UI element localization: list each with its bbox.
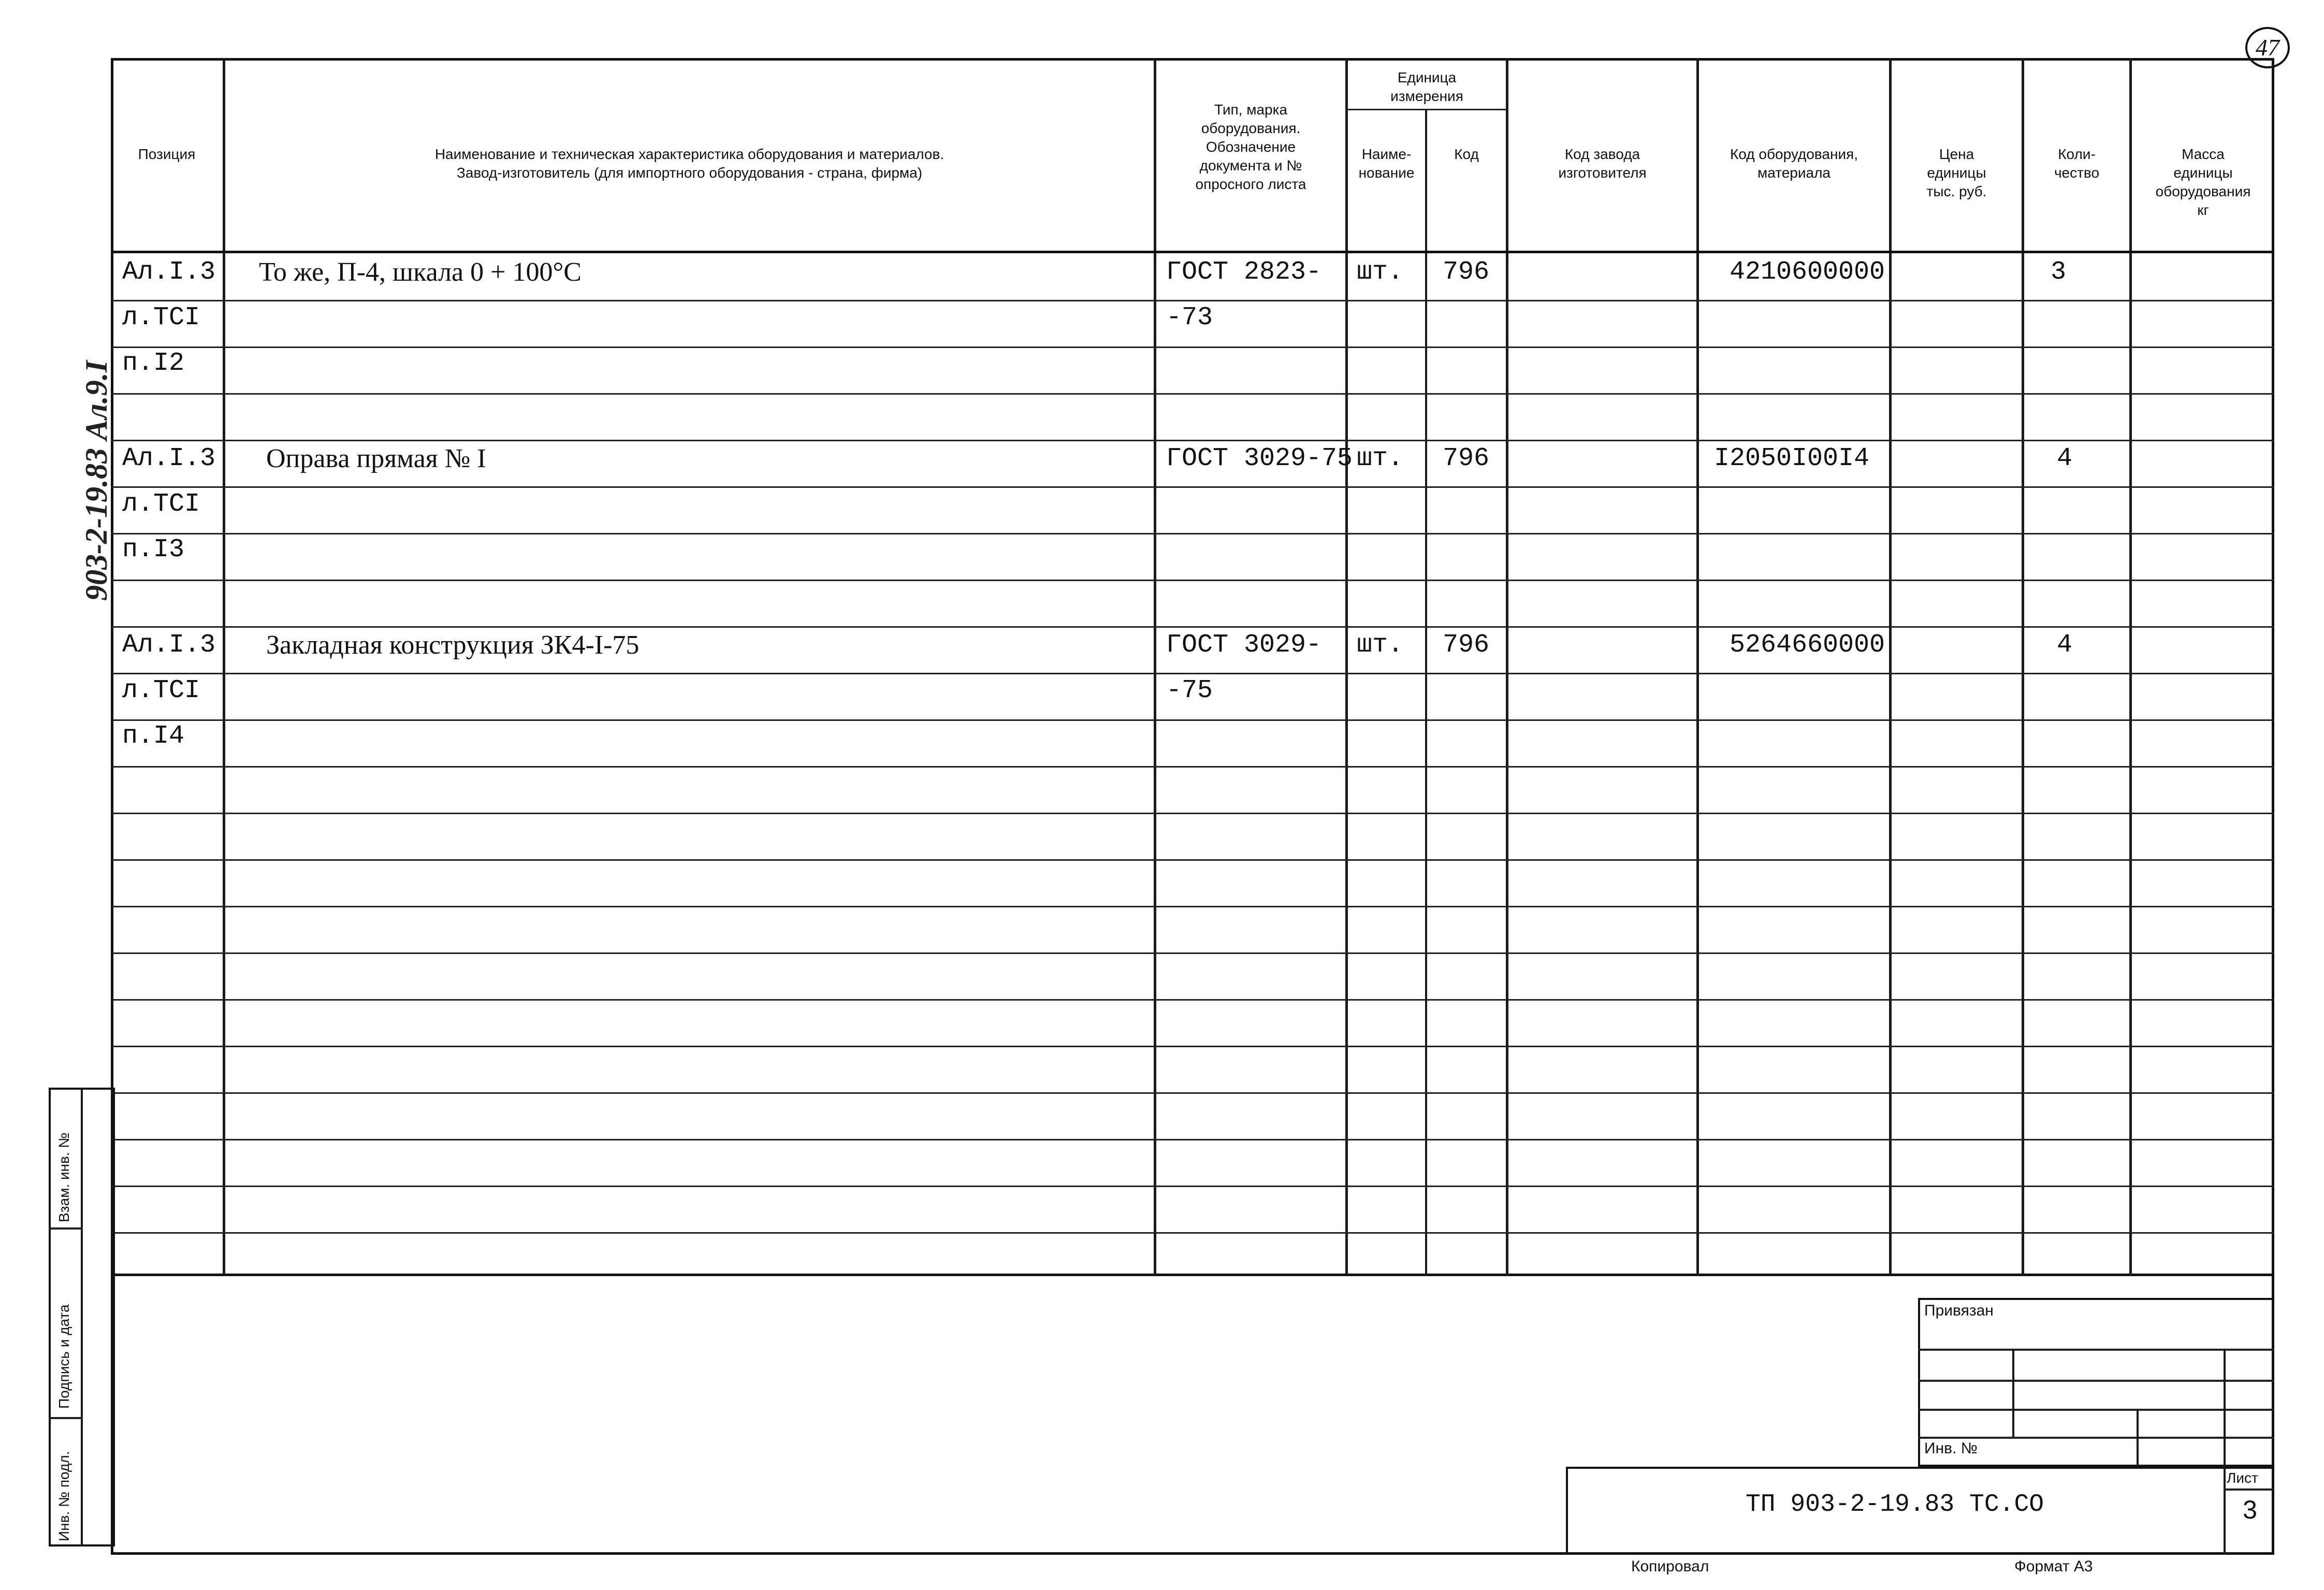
header-price: Цена единицы тыс. руб. [1926, 146, 1987, 199]
header-equip-code: Код оборудования, материала [1730, 146, 1858, 181]
side-stamp-signature: Подпись и дата [56, 1304, 72, 1409]
header-unit-name: Наиме- нование [1358, 146, 1415, 181]
binding-line-1 [1918, 1349, 2274, 1351]
row-line [111, 533, 2274, 534]
row-line [111, 580, 2274, 581]
row1-pos-3: п.I2 [122, 349, 185, 378]
header-factory-code: Код завода изготовителя [1558, 146, 1647, 181]
row-line [111, 626, 2274, 628]
row1-type-1: ГОСТ 2823- [1166, 257, 1322, 287]
side-stamp-divider [81, 1088, 83, 1546]
header-mass: Масса единицы оборудования кг [2155, 146, 2251, 218]
row2-equip-code: I2050I00I4 [1714, 444, 1870, 473]
row-line [111, 859, 2274, 861]
row-line [111, 952, 2274, 954]
row2-type-1: ГОСТ 3029-75 [1166, 444, 1353, 473]
row1-name: То же, П-4, шкала 0 + 100°С [259, 257, 582, 287]
binding-line-2 [1918, 1380, 2274, 1382]
row2-pos-3: п.I3 [122, 535, 185, 565]
header-qty: Коли- чество [2054, 146, 2100, 181]
row3-pos-1: Ал.I.3 [122, 630, 216, 660]
row-line [111, 346, 2274, 348]
row-line [111, 1232, 2274, 1234]
row-line [111, 393, 2274, 395]
row-line [111, 1046, 2274, 1047]
unit-group-divider [1345, 109, 1507, 110]
footer-copied: Копировал [1631, 1558, 1709, 1575]
row-line [111, 486, 2274, 488]
row-line [111, 673, 2274, 674]
row-line [111, 440, 2274, 441]
binding-col-1 [2012, 1349, 2014, 1437]
row2-pos-2: л.TCI [122, 489, 200, 519]
header-position: Позиция [138, 146, 196, 162]
row1-unit: шт. [1357, 257, 1404, 287]
header-bottom-line [111, 251, 2274, 253]
doc-code: ТП 903-2-19.83 ТС.СО [1745, 1491, 2044, 1519]
side-code: 903-2-19.83 Ал.9.I [79, 360, 113, 601]
side-stamp-line-1 [49, 1227, 83, 1230]
row3-qty: 4 [2057, 630, 2073, 660]
sheet-label: Лист [2227, 1470, 2258, 1486]
row-line [111, 1139, 2274, 1140]
row2-unit: шт. [1357, 444, 1404, 473]
footer-format: Формат А3 [2014, 1558, 2093, 1575]
binding-line-3 [1918, 1409, 2274, 1411]
row1-pos-2: л.TCI [122, 303, 200, 333]
row3-code: 796 [1443, 630, 1490, 660]
row-line [111, 766, 2274, 768]
row-line [111, 719, 2274, 721]
side-stamp-replace: Взам. инв. № [56, 1132, 72, 1222]
side-stamp-line-2 [49, 1417, 83, 1419]
row3-pos-3: п.I4 [122, 721, 185, 751]
header-type: Тип, марка оборудования. Обозначение документа и № опросного листа [1195, 102, 1306, 192]
row1-qty: 3 [2051, 257, 2067, 287]
row1-equip-code: 4210600000 [1730, 257, 1885, 287]
sheet-label-line [2224, 1488, 2274, 1491]
binding-line-4 [1918, 1437, 2274, 1439]
row2-qty: 4 [2057, 444, 2073, 473]
page-number-circle [2245, 27, 2290, 68]
header-unit-code: Код [1454, 146, 1479, 162]
row3-type-1: ГОСТ 3029- [1166, 630, 1322, 660]
inv-label: Инв. № [1924, 1440, 1978, 1457]
row1-code: 796 [1443, 257, 1490, 287]
header-name: Наименование и техническая характеристика оборудования и материалов. Завод-изготовитель (для импортного оборудования - страна, фирма) [434, 146, 945, 181]
row2-name: Оправа прямая № I [266, 444, 486, 473]
row2-pos-1: Ал.I.3 [122, 444, 216, 473]
row1-pos-1: Ал.I.3 [122, 257, 216, 287]
row3-pos-2: л.TCI [122, 676, 200, 705]
page-number: 47 [2256, 34, 2279, 61]
side-stamp-inv: Инв. № подл. [56, 1451, 72, 1541]
row3-equip-code: 5264660000 [1730, 630, 1885, 660]
row2-code: 796 [1443, 444, 1490, 473]
row3-type-2: -75 [1166, 676, 1213, 705]
header-unit-group: Единица измерения [1390, 69, 1463, 104]
row-line [111, 813, 2274, 814]
col-line-unit-name [1425, 109, 1427, 1276]
row-line [111, 1092, 2274, 1094]
row3-name: Закладная конструкция ЗК4-I-75 [266, 630, 640, 660]
row-line [111, 1186, 2274, 1187]
row-line [111, 906, 2274, 907]
row-line [111, 300, 2274, 301]
row-line [111, 999, 2274, 1001]
binding-col-2 [2137, 1409, 2139, 1467]
binding-col-3 [2224, 1349, 2226, 1467]
binding-label: Привязан [1924, 1302, 1994, 1319]
row1-type-2: -73 [1166, 303, 1213, 333]
row3-unit: шт. [1357, 630, 1404, 660]
sheet-number: 3 [2243, 1495, 2257, 1524]
